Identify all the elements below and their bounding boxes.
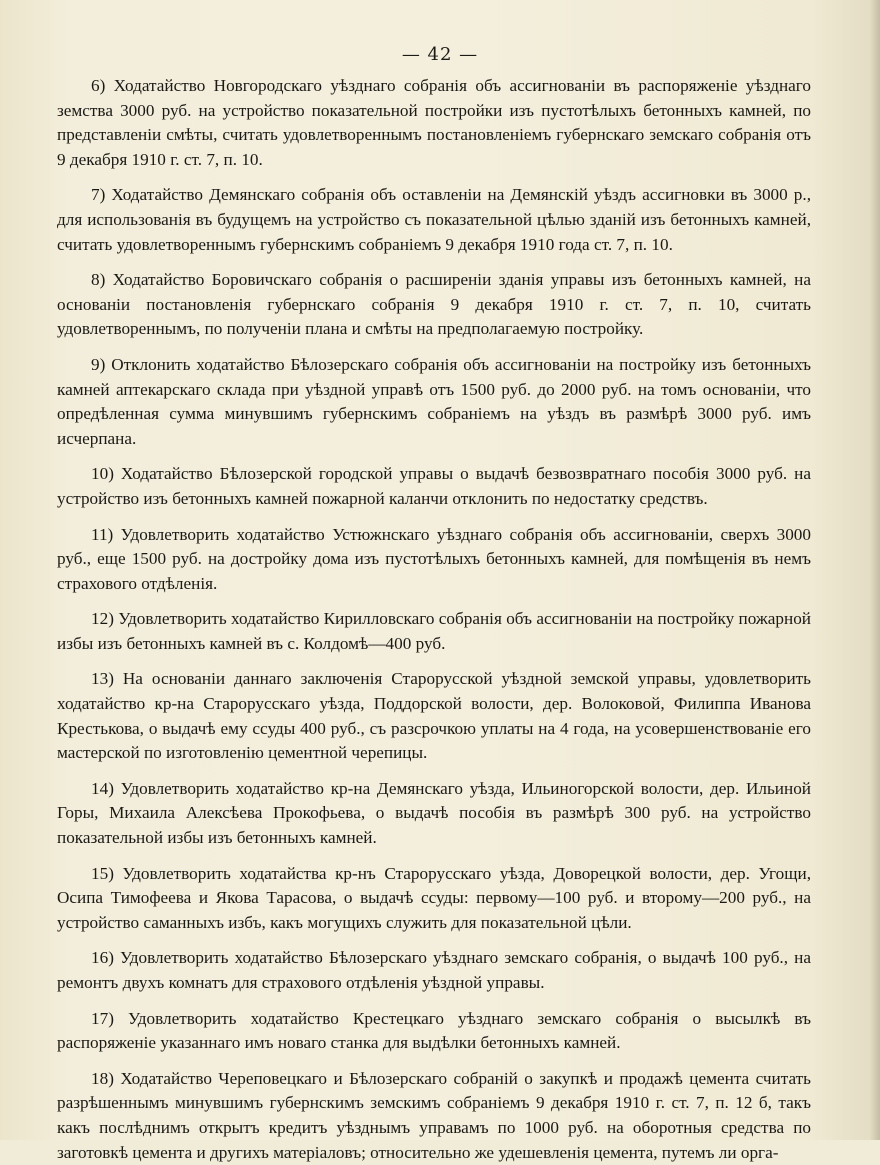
paragraph-16: 16) Удовлетворить ходатайство Бѣлозерскаго уѣзднаго земскаго собранія, о выдачѣ 100 руб., на ремонтъ двухъ комнатъ для страхового отдѣленія уѣздной управы. xyxy=(57,948,811,992)
paragraph-7: 7) Ходатайство Демянскаго собранія объ оставленіи на Демянскій уѣздъ ассигновки въ 3000 р., для использованія въ будущемъ на устройство съ показательной цѣлью зданій изъ бетонныхъ камней, считать удовлетвореннымъ губернскимъ собраніемъ 9 декабря 1910 года ст. 7, п. 10. xyxy=(57,185,811,254)
paragraph-8: 8) Ходатайство Боровичскаго собранія о расширеніи зданія управы изъ бетонныхъ камней, на основаніи постановленія губернскаго собранія 9 декабря 1910 г. ст. 7, п. 10, считать удовлетвореннымъ, по полученіи плана и смѣты на предполагаемую постройку. xyxy=(57,270,811,339)
paragraph-14: 14) Удовлетворить ходатайство кр-на Демянскаго уѣзда, Ильиногорской волости, дер. Ильиной Горы, Михаила Алексѣева Прокофьева, о выдачѣ пособія въ размѣрѣ 300 руб. на устройство показательной избы изъ бетонныхъ камней. xyxy=(57,778,811,848)
paragraph-12: 12) Удовлетворить ходатайство Кирилловскаго собранія объ ассигнованіи на постройку пожарной избы изъ бетонныхъ камней въ с. Колдомѣ—400 руб. xyxy=(57,609,811,653)
document-body xyxy=(57,74,811,1165)
paragraph-10: 10) Ходатайство Бѣлозерской городской управы о выдачѣ безвозвратнаго пособія 3000 руб. на устройство изъ бетонныхъ камней пожарной каланчи отклонить по недостатку средствъ. xyxy=(57,464,811,508)
page-number: — 42 — xyxy=(401,44,479,65)
paragraph-6: 6) Ходатайство Новгородскаго уѣзднаго собранія объ ассигнованіи въ распоряженіе уѣзднаго земства 3000 руб. на устройство показательной постройки изъ пустотѣлыхъ бетонныхъ камней, по представленіи смѣты, считать удовлетвореннымъ постановленіемъ губернскаго земскаго собранія отъ 9 декабря 1910 г. ст. 7, п. 10. xyxy=(57,76,811,169)
page-edge-shadow xyxy=(870,0,880,1140)
paragraph-11: 11) Удовлетворить ходатайство Устюжнскаго уѣзднаго собранія объ ассигнованіи, сверхъ 3000 руб., еще 1500 руб. на достройку дома изъ пустотѣлыхъ бетонныхъ камней, для помѣщенія въ немъ страхового отдѣленія. xyxy=(57,524,811,593)
paragraph-15: 15) Удовлетворить ходатайства кр-нъ Старорусскаго уѣзда, Доворецкой волости, дер. Угощи, Осипа Тимофеева и Якова Тарасова, о выдачѣ ссуды: первому—100 руб. и второму—200 руб., на устройство саманныхъ избъ, какъ могущихъ служить для показательной цѣли. xyxy=(57,863,811,932)
paragraph-18: 18) Ходатайство Череповецкаго и Бѣлозерскаго собраній о закупкѣ и продажѣ цемента считать разрѣшеннымъ минувшимъ губернскимъ земскимъ собраніемъ 9 декабря 1910 г. ст. 7, п. 12 б, такъ какъ послѣднимъ открытъ кредитъ уѣзднымъ управамъ по 1000 руб. на оборотныя средства по заготовкѣ цемента и другихъ матеріаловъ; относительно же удешевленія цемента, путемъ ли орга- xyxy=(57,1068,811,1162)
paragraph-9: 9) Отклонить ходатайство Бѣлозерскаго собранія объ ассигнованіи на постройку изъ бетонныхъ камней аптекарскаго склада при уѣздной управѣ отъ 1500 руб. до 2000 руб. на томъ основаніи, что опредѣленная сумма минувшимъ губернскимъ собраніемъ на уѣздъ въ размѣрѣ 3000 руб. имъ исчерпана. xyxy=(57,354,811,448)
paragraph-13: 13) На основаніи даннаго заключенія Старорусской уѣздной земской управы, удовлетворить ходатайство кр-на Старорусскаго уѣзда, Поддорской волости, дер. Волоковой, Филиппа Иванова Крестькова, о выдачѣ ему ссуды 400 руб., съ разсрочкою уплаты на 4 года, на усовершенствованіе его мастерской по изготовленію цементной черепицы. xyxy=(57,669,811,763)
paragraph-17: 17) Удовлетворить ходатайство Крестецкаго уѣзднаго земскаго собранія о высылкѣ въ распоряженіе указаннаго имъ новаго станка для выдѣлки бетонныхъ камней. xyxy=(57,1008,811,1053)
